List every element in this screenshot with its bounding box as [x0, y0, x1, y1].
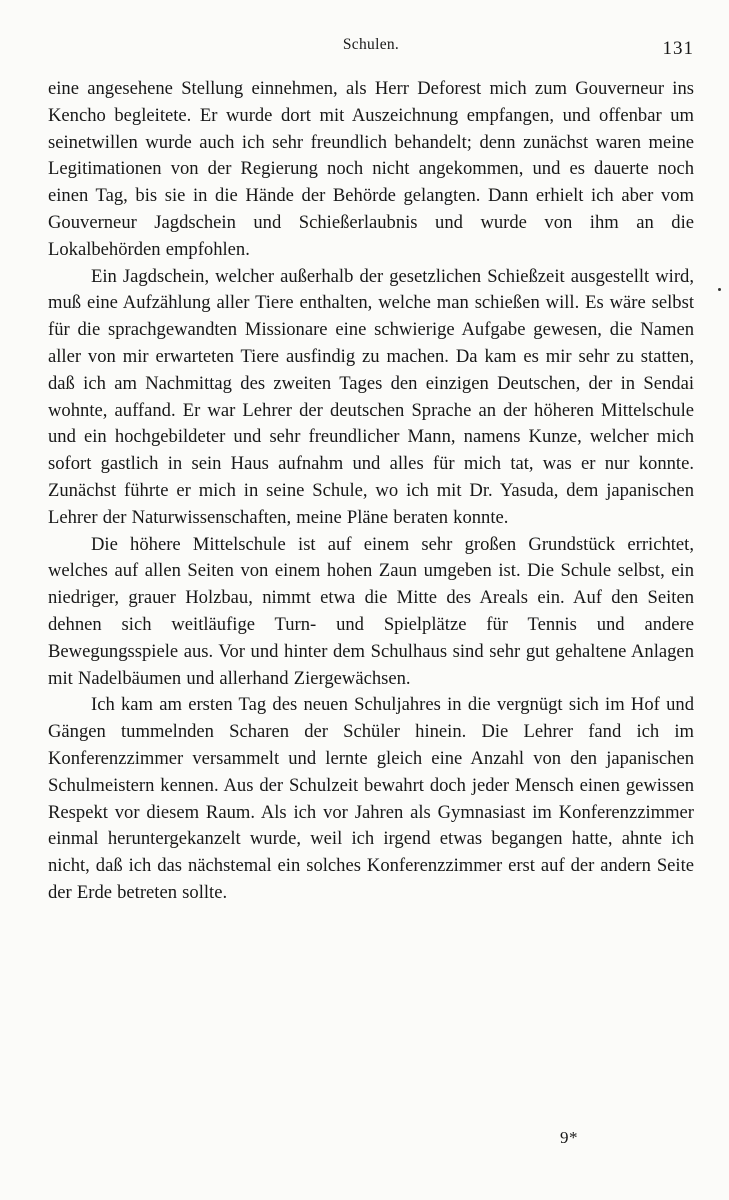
paragraph-4: Ich kam am ersten Tag des neuen Schuljahres in die vergnügt sich im Hof und Gängen tummelnden Scharen der Schüler hinein. Die Lehrer fand ich im Konferenzzimmer versammelt und lernte gleich eine Anzahl von den japanischen Schulmeistern kennen. Aus der Schulzeit bewahrt doch jeder Mensch einen gewissen Respekt vor diesem Raum. Als ich vor Jahren als Gymnasiast im Konferenzzimmer einmal heruntergekanzelt wurde, weil ich irgend etwas begangen hatte, ahnte ich nicht, daß ich das nächstemal ein solches Konferenzzimmer erst auf der andern Seite der Erde betreten sollte.	[48, 694, 694, 903]
paragraph-2: Ein Jagdschein, welcher außerhalb der gesetzlichen Schießzeit ausgestellt wird, muß eine Aufzählung aller Tiere enthalten, welche man schießen will. Es wäre selbst für die sprachgewandten Missionare eine schwierige Aufgabe gewesen, die Namen aller von mir erwarteten Tiere ausfindig zu machen. Da kam es mir sehr zu statten, daß ich am Nachmittag des zweiten Tages den einzigen Deutschen, der in Sendai wohnte, auffand. Er war Lehrer der deutschen Sprache an der höheren Mittelschule und ein hochgebildeter und sehr freundlicher Mann, namens Kunze, welcher mich sofort gastlich in sein Haus aufnahm und alles für mich tat, was er nur konnte. Zunächst führte er mich in seine Schule, wo ich mit Dr. Yasuda, dem japanischen Lehrer der Naturwissenschaften, meine Pläne beraten konnte.	[48, 265, 694, 528]
body-text	[48, 76, 694, 907]
paragraph-1: eine angesehene Stellung einnehmen, als Herr Deforest mich zum Gouverneur ins Kencho begleitete. Er wurde dort mit Auszeichnung empfangen, und offenbar um seinetwillen wurde auch ich sehr freundlich behandelt; denn zunächst waren meine Legitimationen von der Regierung noch nicht angekommen, und es dauerte noch einen Tag, bis sie in die Hände der Behörde gelangten. Dann erhielt ich aber vom Gouverneur Jagdschein und Schießerlaubnis und wurde von ihm an die Lokalbehörden empfohlen.	[48, 78, 694, 260]
running-title: Schulen.	[342, 36, 400, 53]
page-header	[48, 36, 694, 62]
paragraph-3: Die höhere Mittelschule ist auf einem sehr großen Grundstück errichtet, welches auf allen Seiten von einem hohen Zaun umgeben ist. Die Schule selbst, ein niedriger, grauer Holzbau, nimmt etwa die Mitte des Areals ein. Auf den Seiten dehnen sich weitläufige Turn- und Spielplätze für Tennis und andere Bewegungsspiele aus. Vor und hinter dem Schulhaus sind sehr gut gehaltene Anlagen mit Nadelbäumen und allerhand Ziergewächsen.	[48, 533, 694, 689]
page-number: 131	[662, 38, 694, 59]
signature-mark: 9*	[560, 1128, 578, 1147]
margin-speck	[718, 288, 721, 291]
